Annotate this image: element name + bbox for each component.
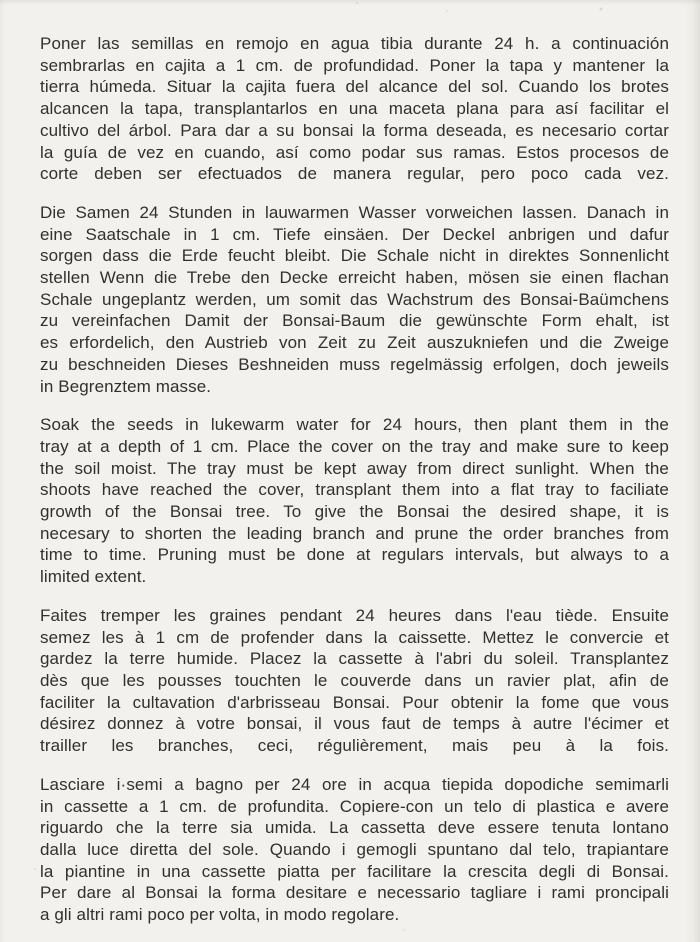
- text-line: Faites tremper les graines pendant 24 heures dans l'eau tiède. Ensuite: [40, 605, 669, 625]
- text-line: Soak the seeds in lukewarm water for 24 hours, then plant them in the: [40, 415, 669, 435]
- text-line: la piantine in una cassette piatta per facilitare la crescita degli di Bonsai.: [40, 861, 669, 881]
- text-line: alcancen la tapa, transplantarlos en una maceta plana para así facilitar el: [40, 99, 669, 119]
- text-line: eine Saatschale in 1 cm. Tiefe einsäen. Der Deckel anbrigen und dafur: [40, 224, 669, 244]
- text-line: trailler les branches, ceci, régulièrement, mais peu à la fois.: [40, 736, 669, 756]
- text-line: Per dare al Bonsai la forma desitare e necessario tagliare i rami proncipali: [40, 883, 669, 903]
- text-line: shoots have reached the cover, transplant them into a flat tray to faciliate: [40, 480, 669, 500]
- text-line: gardez la terre humide. Placez la cassette à l'abri du soleil. Transplantez: [40, 649, 669, 669]
- paragraph-en: [40, 414, 669, 588]
- text-line: Schale ungeplantz werden, um somit das Wachstrum des Bonsai-Baümchens: [40, 289, 669, 309]
- text-line: semez les à 1 cm de profender dans la caissette. Mettez le convercie et: [40, 627, 669, 647]
- text-line: désirez donnez à votre bonsai, il vous faut de temps à autre l'écimer et: [40, 714, 669, 734]
- text-line: limited extent.: [40, 567, 147, 587]
- text-line: in Begrenztem masse.: [40, 376, 212, 396]
- text-line: growth of the Bonsai tree. To give the Bonsai the desired shape, it is: [40, 502, 669, 522]
- text-line: Poner las semillas en remojo en agua tibia durante 24 h. a continuación: [40, 34, 669, 53]
- text-line: necesary to shorten the leading branch and prune the order branches from: [40, 523, 669, 543]
- text-line: dalla luce diretta del sole. Quando i gemogli spuntano dal telo, trapiantare: [40, 839, 669, 859]
- paragraph-it: [40, 774, 669, 926]
- text-line: dès que les pousses touchten le couverde dans un ravier plat, afin de: [40, 670, 669, 690]
- text-line: tierra húmeda. Situar la cajita fuera del alcance del sol. Cuando los brotes: [40, 77, 669, 97]
- text-line: riguardo che la terre sia umida. La cassetta deve essere tenuta lontano: [40, 818, 669, 838]
- text-line: tray at a depth of 1 cm. Place the cover on the tray and make sure to keep: [40, 436, 669, 456]
- text-block: [40, 33, 669, 942]
- paragraph-fr: [40, 605, 669, 757]
- text-line: in cassette a 1 cm. de profundita. Copiere-con un telo di plastica e avere: [40, 796, 669, 816]
- text-line: stellen Wenn die Trebe den Decke erreicht haben, mösen sie einen flachan: [40, 268, 669, 288]
- text-line: a gli altri rami poco per volta, in modo regolare.: [40, 905, 400, 925]
- text-line: corte deben ser efectuados de manera regular, pero poco cada vez.: [40, 164, 669, 184]
- text-line: faciliter la cultavation d'arbrisseau Bonsai. Pour obtenir la fome que vous: [40, 692, 669, 712]
- text-line: zu beschneiden Dieses Beshneiden muss regelmässig erfolgen, doch jeweils: [40, 354, 669, 374]
- text-line: Die Samen 24 Stunden in lauwarmen Wasser vorweichen lassen. Danach in: [40, 202, 669, 222]
- text-line: la guía de vez en cuando, así como podar sus ramas. Estos procesos de: [40, 142, 669, 162]
- paragraph-es: [40, 33, 669, 185]
- text-line: time to time. Pruning must be done at regulars intervals, but always to a: [40, 545, 669, 565]
- text-line: sembrarlas en cajita a 1 cm. de profundidad. Poner la tapa y mantener la: [40, 55, 669, 75]
- text-line: Lasciare i·semi a bagno per 24 ore in acqua tiepida dopodiche semimarli: [40, 774, 669, 794]
- text-line: cultivo del árbol. Para dar a su bonsai la forma deseada, es necesario cortar: [40, 120, 669, 140]
- text-line: zu vereinfachen Damit der Bonsai-Baum die gewünschte Form ehalt, ist: [40, 311, 669, 331]
- paragraph-de: [40, 202, 669, 397]
- text-line: sorgen dass die Erde feucht bleibt. Die Schale nicht in direktes Sonnenlicht: [40, 246, 669, 266]
- text-line: es erfordelich, den Austrieb von Zeit zu Zeit auszukniefen und die Zweige: [40, 333, 669, 353]
- text-line: the soil moist. The tray must be kept away from direct sunlight. When the: [40, 458, 669, 478]
